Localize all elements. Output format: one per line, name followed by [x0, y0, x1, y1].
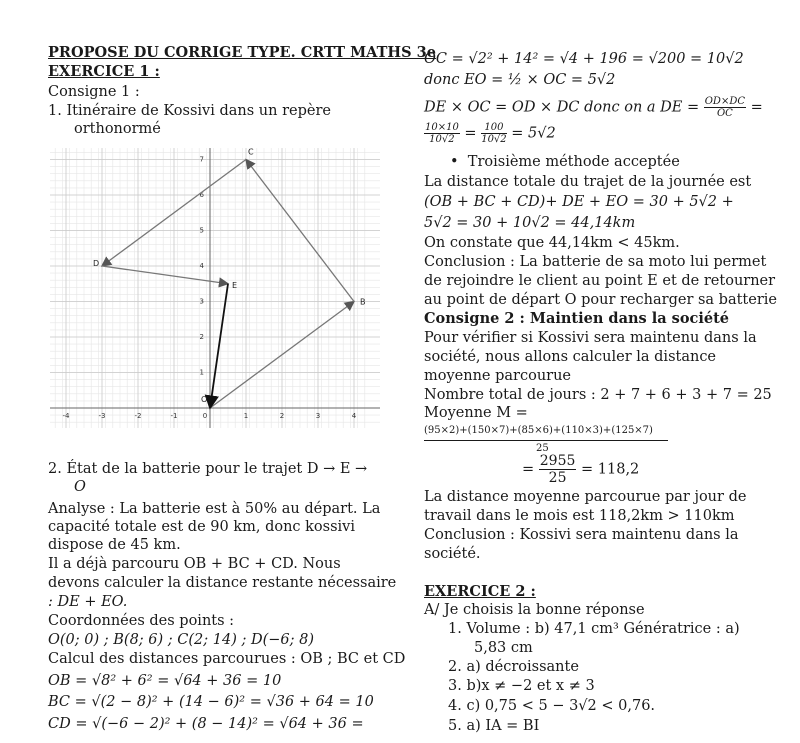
calc-title: Calcul des distances parcourues : OB ; BC et CD: [48, 651, 406, 667]
total-line1: La distance totale du trajet de la journée est: [424, 174, 752, 190]
mean-label: Moyenne M =: [424, 405, 528, 421]
bc-formula: BC = √(2 − 8)² + (14 − 6)² = √36 + 64 = 10: [48, 694, 374, 710]
analyse-line1: Analyse : La batterie est à 50% au départ. La: [48, 501, 381, 517]
x-tick-label: 1: [243, 412, 249, 420]
point-label-E: E: [232, 280, 238, 290]
x-tick-label: -2: [134, 412, 142, 420]
itinerary-graph: [50, 148, 380, 428]
mean-result: = $\frac{2955}{25}$ = 118,2: [522, 453, 640, 486]
de-step-frac2-den: 10√2: [481, 134, 507, 145]
eo-formula: donc EO = ½ × OC = 5√2: [424, 72, 616, 88]
conclusion1-line2: de rejoindre le client au point E et de retourner: [424, 273, 776, 289]
distance-line1: La distance moyenne parcourue par jour de: [424, 489, 747, 505]
total-line2: (OB + BC + CD)+ DE + EO = 30 + 5√2 +: [424, 194, 734, 210]
third-method-text: Troisième méthode acceptée: [467, 154, 680, 170]
conclusion1-line3: au point de départ O pour recharger sa batterie: [424, 292, 777, 308]
point-label-C: C: [248, 148, 254, 157]
item2-text: 2. État de la batterie pour le trajet D → E →: [48, 461, 368, 477]
y-tick-label: 1: [199, 368, 204, 377]
document-title: PROPOSE DU CORRIGE TYPE. CRTT MATHS 3e: [48, 44, 436, 61]
de-step-frac1-num: 10×10: [425, 122, 459, 133]
de-formula-line2: $\frac{10\times 10}{10√2}$ = $\frac{100}{10√2}$ = 5√2: [425, 122, 556, 145]
point-label-D: D: [93, 259, 100, 268]
exercise1-heading: EXERCICE 1 :: [48, 63, 160, 80]
answer-1b: 5,83 cm: [474, 640, 533, 656]
constat-line: On constate que 44,14km < 45km.: [424, 235, 680, 251]
point-label-O: O: [201, 395, 208, 404]
consigne1-heading: Consigne 1 :: [48, 84, 140, 100]
item1-line1: 1. Itinéraire de Kossivi dans un repère: [48, 103, 331, 119]
analyse-line4: Il a déjà parcouru OB + BC + CD. Nous: [48, 556, 341, 572]
verif-line1: Pour vérifier si Kossivi sera maintenu dans la: [424, 330, 757, 346]
mean-numerator: (95×2)+(150×7)+(85×6)+(110×3)+(125×7): [424, 422, 668, 441]
conclusion2-line2: société.: [424, 546, 481, 562]
item2-line1: [48, 460, 367, 478]
analyse-line6: : DE + EO.: [48, 594, 128, 610]
y-tick-label: 7: [199, 155, 204, 164]
de-fraction: [704, 96, 746, 119]
y-tick-label: 2: [199, 333, 204, 341]
partA-heading: A/ Je choisis la bonne réponse: [424, 602, 645, 618]
x-tick-label: 2: [279, 412, 285, 420]
mean-result-value: = 118,2: [581, 461, 640, 478]
conclusion1-line1: Conclusion : La batterie de sa moto lui permet: [424, 254, 767, 270]
coords-values: O(0; 0) ; B(8; 6) ; C(2; 14) ; D(−6; 8): [48, 632, 314, 648]
mean-result-frac: [539, 453, 577, 486]
path-segment-DE: [102, 266, 228, 284]
distance-line2: travail dans le mois est 118,2km > 110km: [424, 508, 735, 524]
verif-line3: moyenne parcourue: [424, 368, 572, 384]
item1-line2: orthonormé: [74, 121, 161, 137]
cd-formula: CD = √(−6 − 2)² + (8 − 14)² = √64 + 36 =: [48, 716, 364, 732]
answer-3: 3. b)x ≠ −2 et x ≠ 3: [448, 678, 595, 694]
x-tick-label: -3: [98, 412, 106, 420]
point-label-B: B: [360, 297, 366, 307]
item2-line2: O: [74, 479, 86, 495]
analyse-line3: dispose de 45 km.: [48, 537, 181, 553]
de-step-result: = 5√2: [511, 125, 556, 142]
y-tick-label: 5: [199, 226, 204, 235]
de-fraction-num: OD×DC: [704, 96, 745, 107]
days-total: Nombre total de jours : 2 + 7 + 6 + 3 + 7 = 25: [424, 387, 772, 403]
ob-formula: OB = √8² + 6² = √64 + 36 = 10: [48, 673, 282, 689]
analyse-line5: devons calculer la distance restante nécessaire: [48, 575, 397, 591]
verif-line2: société, nous allons calculer la distance: [424, 349, 717, 365]
path-segment-EO: [210, 284, 228, 408]
de-step-frac2-num: 100: [481, 122, 506, 134]
mean-denominator: 25: [536, 443, 549, 454]
exercise2-heading: EXERCICE 2 :: [424, 583, 536, 600]
answer-4: 4. c) 0,75 < 5 − 3√2 < 0,76.: [448, 698, 656, 714]
bullet-icon: •: [450, 154, 468, 170]
de-step-frac2: [481, 122, 506, 145]
third-method: [450, 153, 680, 171]
oc-formula: OC = √2² + 14² = √4 + 196 = √200 = 10√2: [424, 51, 744, 67]
answer-1: 1. Volume : b) 47,1 cm³ Génératrice : a): [448, 621, 740, 637]
y-tick-label: 4: [199, 262, 204, 270]
mean-result-num: 2955: [539, 453, 576, 469]
de-fraction-den: OC: [716, 108, 733, 119]
consigne2-heading: Consigne 2 : Maintien dans la société: [424, 310, 729, 327]
de-formula-line1: DE × OC = OD × DC donc on a DE = $\frac{OD\times DC}{OC}$ =: [424, 96, 763, 119]
answer-2: 2. a) décroissante: [448, 659, 579, 675]
de-text: DE × OC = OD × DC donc on a DE =: [424, 99, 700, 116]
de-step-frac1-den: 10√2: [429, 134, 455, 145]
x-tick-label: 0: [202, 412, 208, 420]
x-tick-label: -1: [170, 412, 178, 420]
de-step-frac1: [424, 122, 460, 145]
analyse-line2: capacité totale est de 90 km, donc kossivi: [48, 519, 356, 535]
conclusion2-line1: Conclusion : Kossivi sera maintenu dans la: [424, 527, 739, 543]
x-tick-label: 3: [315, 412, 321, 420]
y-tick-label: 3: [199, 297, 204, 306]
mean-result-den: 25: [548, 470, 567, 486]
x-tick-label: -4: [62, 412, 70, 420]
x-tick-label: 4: [351, 412, 357, 420]
total-line3: 5√2 = 30 + 10√2 = 44,14km: [424, 215, 636, 231]
answer-5: 5. a) IA = BI: [448, 718, 540, 734]
coords-title: Coordonnées des points :: [48, 613, 235, 629]
y-tick-label: 6: [199, 191, 204, 199]
